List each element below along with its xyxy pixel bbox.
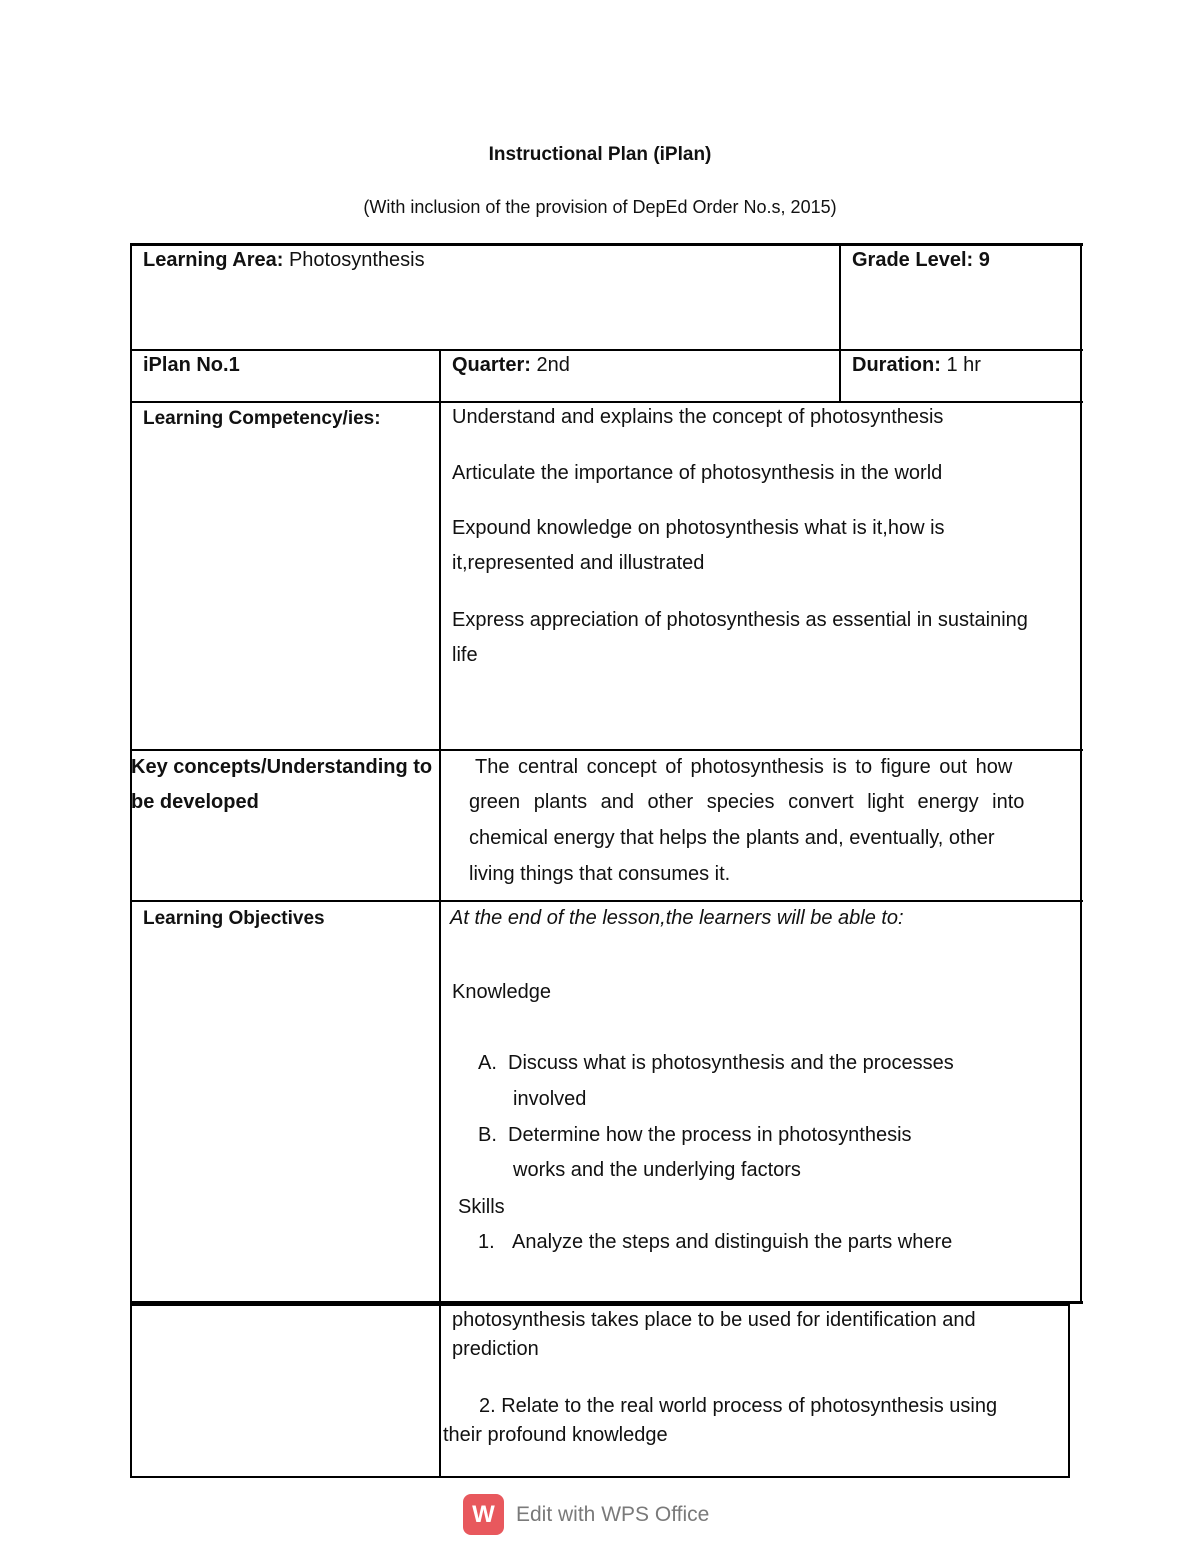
knowledge-heading: Knowledge (452, 981, 551, 1003)
wps-edit-label[interactable]: Edit with WPS Office (516, 1502, 710, 1526)
skills-heading: Skills (458, 1196, 505, 1218)
table-border-bottom (130, 1476, 1070, 1478)
skills-item-continued: prediction (452, 1338, 539, 1360)
key-concepts-label: be developed (131, 791, 259, 813)
key-concepts-line: chemical energy that helps the plants and, eventually, other (469, 827, 995, 849)
knowledge-item: involved (513, 1088, 587, 1110)
grade-level-value: 9 (978, 249, 990, 271)
grade-level-label: Grade Level: (852, 249, 974, 271)
quarter-cell (452, 348, 570, 383)
learning-area-cell (143, 243, 425, 278)
learning-area-value: Photosynthesis (288, 249, 425, 271)
wps-logo-icon: W (463, 1494, 504, 1535)
competency-item: it,represented and illustrated (452, 552, 705, 574)
table-column-divider (439, 1303, 441, 1478)
knowledge-marker: A. (478, 1052, 497, 1074)
competency-label: Learning Competency/ies: (143, 408, 381, 429)
knowledge-marker: B. (478, 1124, 497, 1146)
document-title: Instructional Plan (iPlan) (488, 144, 712, 165)
grade-level-cell (852, 243, 990, 278)
skills-item-continued: photosynthesis takes place to be used for identification and (452, 1309, 976, 1331)
quarter-value: 2nd (536, 354, 570, 376)
key-concepts-line: The central concept of photosynthesis is to figure out how (475, 756, 1013, 778)
competency-item: Articulate the importance of photosynthesis in the world (452, 462, 943, 484)
skills-item: Analyze the steps and distinguish the parts where (512, 1231, 953, 1253)
objectives-intro: At the end of the lesson,the learners will be able to: (450, 907, 904, 929)
skills-marker: 1. (478, 1231, 495, 1253)
table-column-divider (839, 243, 841, 403)
table-border-right (1068, 1303, 1070, 1478)
key-concepts-line: living things that consumes it. (469, 863, 731, 885)
key-concepts-line: green plants and other species convert light energy into (469, 791, 1025, 813)
knowledge-item: Discuss what is photosynthesis and the processes (508, 1052, 954, 1074)
competency-item: Understand and explains the concept of photosynthesis (452, 406, 944, 428)
competency-item: Expound knowledge on photosynthesis what is it,how is (452, 517, 945, 539)
duration-label: Duration: (852, 354, 941, 376)
knowledge-item: works and the underlying factors (513, 1159, 801, 1181)
learning-area-label: Learning Area: (143, 249, 284, 271)
knowledge-item: Determine how the process in photosynthesis (508, 1124, 912, 1146)
key-concepts-label: Key concepts/Understanding to (131, 756, 433, 778)
table-border-left (130, 1303, 132, 1478)
table-border-right (1080, 243, 1082, 1304)
quarter-label: Quarter: (452, 354, 531, 376)
competency-item: life (452, 644, 478, 666)
skills-item: 2. Relate to the real world process of photosynthesis using (479, 1395, 998, 1417)
competency-item: Express appreciation of photosynthesis as essential in sustaining (452, 609, 1028, 631)
table-column-divider (439, 349, 441, 1304)
duration-cell (852, 348, 981, 383)
objectives-label: Learning Objectives (143, 908, 325, 929)
document-subtitle: (With inclusion of the provision of DepEd Order No.s, 2015) (363, 197, 837, 217)
iplan-number: iPlan No.1 (143, 354, 240, 376)
skills-item: their profound knowledge (443, 1424, 668, 1446)
duration-value: 1 hr (946, 354, 981, 376)
wps-edit-banner[interactable] (463, 1494, 709, 1535)
